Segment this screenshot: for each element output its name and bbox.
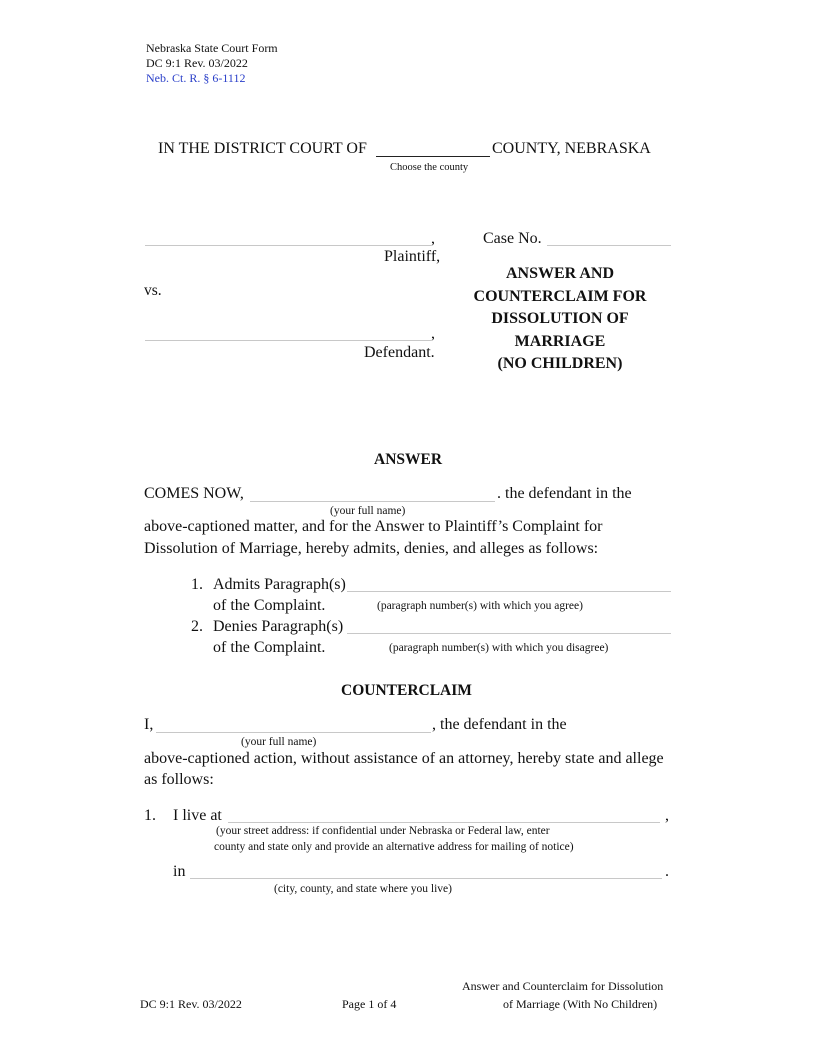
admits-paragraphs-field[interactable]: [347, 591, 671, 592]
counterclaim-after-name: , the defendant in the: [432, 716, 567, 733]
residence-label: I live at: [173, 807, 222, 824]
defendant-label: Defendant.: [364, 344, 435, 361]
footer-title-line-2: of Marriage (With No Children): [503, 997, 658, 1011]
address-hint-1: (your street address: if confidential under Nebraska or Federal law, enter: [216, 825, 550, 837]
denies-paragraphs-field[interactable]: [347, 633, 671, 634]
counterclaim-line-3: as follows:: [144, 771, 214, 788]
street-address-field[interactable]: [228, 822, 660, 823]
court-prefix: IN THE DISTRICT COURT OF: [158, 140, 367, 157]
counterclaim-i-label: I,: [144, 716, 154, 733]
court-rule-link[interactable]: Neb. Ct. R. § 6-1112: [146, 71, 246, 85]
case-no-label: Case No.: [483, 230, 542, 247]
admits-sub: of the Complaint.: [213, 597, 326, 614]
answer-name-hint: (your full name): [330, 505, 406, 517]
denies-number: 2.: [191, 618, 203, 635]
county-hint: Choose the county: [390, 162, 469, 173]
title-line: MARRIAGE: [514, 332, 606, 350]
answer-defendant-name-field[interactable]: [250, 501, 495, 502]
answer-line-2: above-captioned matter, and for the Answer to Plaintiff’s Complaint for: [144, 518, 603, 535]
title-line: COUNTERCLAIM FOR: [473, 287, 647, 305]
counterclaim-name-hint: (your full name): [241, 736, 317, 748]
comes-now-label: COMES NOW,: [144, 485, 244, 502]
footer-title-line-1: Answer and Counterclaim for Dissolution: [462, 979, 664, 993]
form-name: Nebraska State Court Form: [146, 41, 278, 55]
residence-number: 1.: [144, 807, 156, 824]
county-select[interactable]: [376, 156, 490, 157]
document-title: [450, 263, 670, 376]
denies-hint: (paragraph number(s) with which you disagree): [389, 642, 609, 654]
city-in-label: in: [173, 863, 186, 880]
answer-heading: ANSWER: [374, 451, 443, 468]
city-county-state-field[interactable]: [190, 878, 662, 879]
case-no-field[interactable]: [547, 245, 671, 246]
footer-page-number: Page 1 of 4: [342, 997, 397, 1011]
admits-label: Admits Paragraph(s): [213, 576, 346, 593]
footer-form-revision: DC 9:1 Rev. 03/2022: [140, 997, 242, 1011]
denies-label: Denies Paragraph(s): [213, 618, 344, 635]
plaintiff-label: Plaintiff,: [384, 248, 441, 265]
title-line: DISSOLUTION OF: [491, 310, 629, 327]
counterclaim-name-field[interactable]: [156, 732, 431, 733]
title-line: ANSWER AND: [505, 265, 614, 282]
counterclaim-heading: COUNTERCLAIM: [341, 682, 472, 699]
admits-number: 1.: [191, 576, 203, 593]
admits-hint: (paragraph number(s) with which you agree): [377, 600, 583, 612]
form-revision: DC 9:1 Rev. 03/2022: [146, 56, 248, 70]
title-line: (NO CHILDREN): [497, 355, 623, 372]
city-period: .: [665, 863, 669, 880]
denies-sub: of the Complaint.: [213, 639, 326, 656]
residence-comma: ,: [665, 807, 669, 824]
defendant-comma: ,: [431, 325, 435, 342]
vs-label: vs.: [144, 282, 162, 299]
answer-line-3: Dissolution of Marriage, hereby admits, denies, and alleges as follows:: [144, 540, 599, 557]
plaintiff-name-field[interactable]: [145, 245, 431, 246]
plaintiff-comma: ,: [431, 230, 435, 247]
city-hint: (city, county, and state where you live): [274, 883, 452, 895]
counterclaim-line-2: above-captioned action, without assistance of an attorney, hereby state and allege: [144, 750, 664, 767]
address-hint-2: county and state only and provide an alternative address for mailing of notice): [214, 841, 574, 853]
court-suffix: COUNTY, NEBRASKA: [492, 140, 651, 157]
defendant-name-field[interactable]: [145, 340, 431, 341]
answer-after-name: . the defendant in the: [497, 485, 632, 502]
